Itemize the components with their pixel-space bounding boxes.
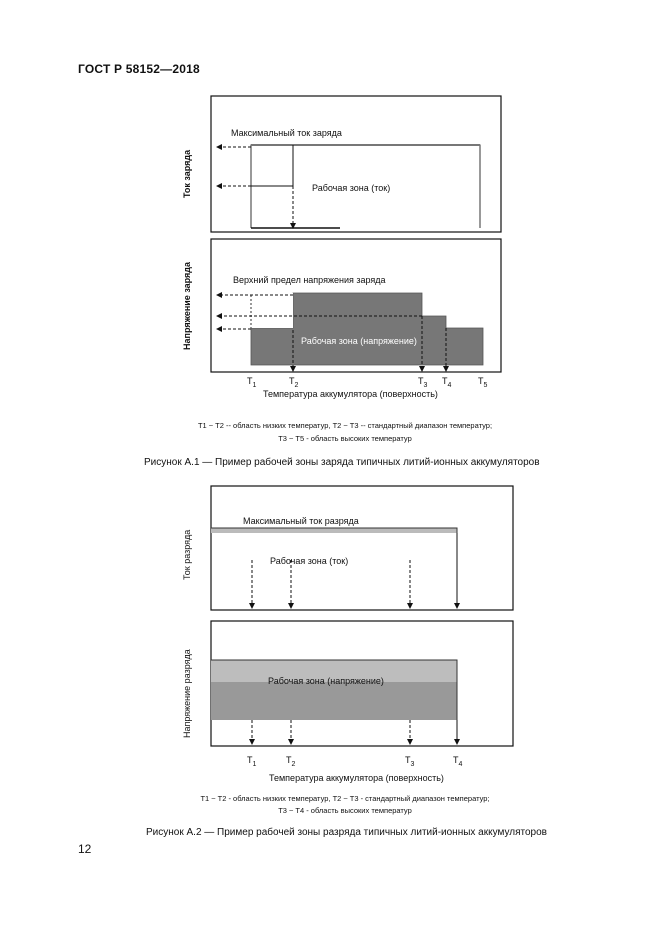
fig1-xlabel: Температура аккумулятора (поверхность) bbox=[263, 389, 438, 399]
fig2-tick-t3: $T_3$ bbox=[405, 755, 415, 768]
fig2-current-ylabel: Ток разряда bbox=[182, 529, 192, 580]
fig1-voltage-zone-label: Рабочая зона (напряжение) bbox=[301, 336, 417, 346]
fig1-tick-t5: $T_5$ bbox=[478, 376, 488, 389]
fig2-max-current-label: Максимальный ток разряда bbox=[243, 516, 359, 526]
fig2-voltage-ylabel: Напряжение разряда bbox=[182, 649, 192, 738]
fig2-current-zone-label: Рабочая зона (ток) bbox=[270, 556, 349, 566]
fig2-caption: Рисунок А.2 — Пример рабочей зоны разряда типичных литий-ионных аккумуляторов bbox=[146, 827, 547, 838]
page-number: 12 bbox=[78, 842, 92, 856]
fig1-tick-t4: $T_4$ bbox=[442, 376, 452, 389]
fig1-caption: Рисунок А.1 — Пример рабочей зоны заряда типичных литий-ионных аккумуляторов bbox=[144, 457, 540, 468]
fig2-tick-t1: $T_1$ bbox=[247, 755, 257, 768]
fig1-upper-voltage-label: Верхний предел напряжения заряда bbox=[233, 275, 386, 285]
fig1-tick-t2: $T_2$ bbox=[289, 376, 299, 389]
fig1-note-line1: T1 ~ T2 -- область низких температур, T2 ~ T3 -- стандартный диапазон температур; bbox=[197, 421, 493, 430]
fig1-current-ylabel: Ток заряда bbox=[182, 149, 192, 198]
fig2-tick-t2: $T_2$ bbox=[286, 755, 296, 768]
fig2-note-line1: T1 ~ T2 - область низких температур, T2 ~ T3 - стандартный диапазон температур; bbox=[200, 794, 490, 803]
fig2-tick-t4: $T_4$ bbox=[453, 755, 463, 768]
fig2-note-line2: T3 ~ T4 - область высоких температур bbox=[278, 806, 412, 815]
fig1-current-zone-label: Рабочая зона (ток) bbox=[312, 183, 391, 193]
fig1-tick-t3: $T_3$ bbox=[418, 376, 428, 389]
fig2-voltage-zone-label: Рабочая зона (напряжение) bbox=[268, 676, 384, 686]
fig2-current-zone-edge bbox=[211, 528, 457, 533]
fig1-max-current-label: Максимальный ток заряда bbox=[231, 128, 342, 138]
document-header: ГОСТ Р 58152—2018 bbox=[78, 62, 200, 76]
fig1-tick-t1: $T_1$ bbox=[247, 376, 257, 389]
fig1-note-line2: T3 ~ T5 - область высоких температур bbox=[278, 434, 412, 443]
fig2-xlabel: Температура аккумулятора (поверхность) bbox=[269, 773, 444, 783]
fig1-voltage-ylabel: Напряжение заряда bbox=[182, 261, 192, 350]
fig2-current-panel bbox=[211, 486, 513, 610]
